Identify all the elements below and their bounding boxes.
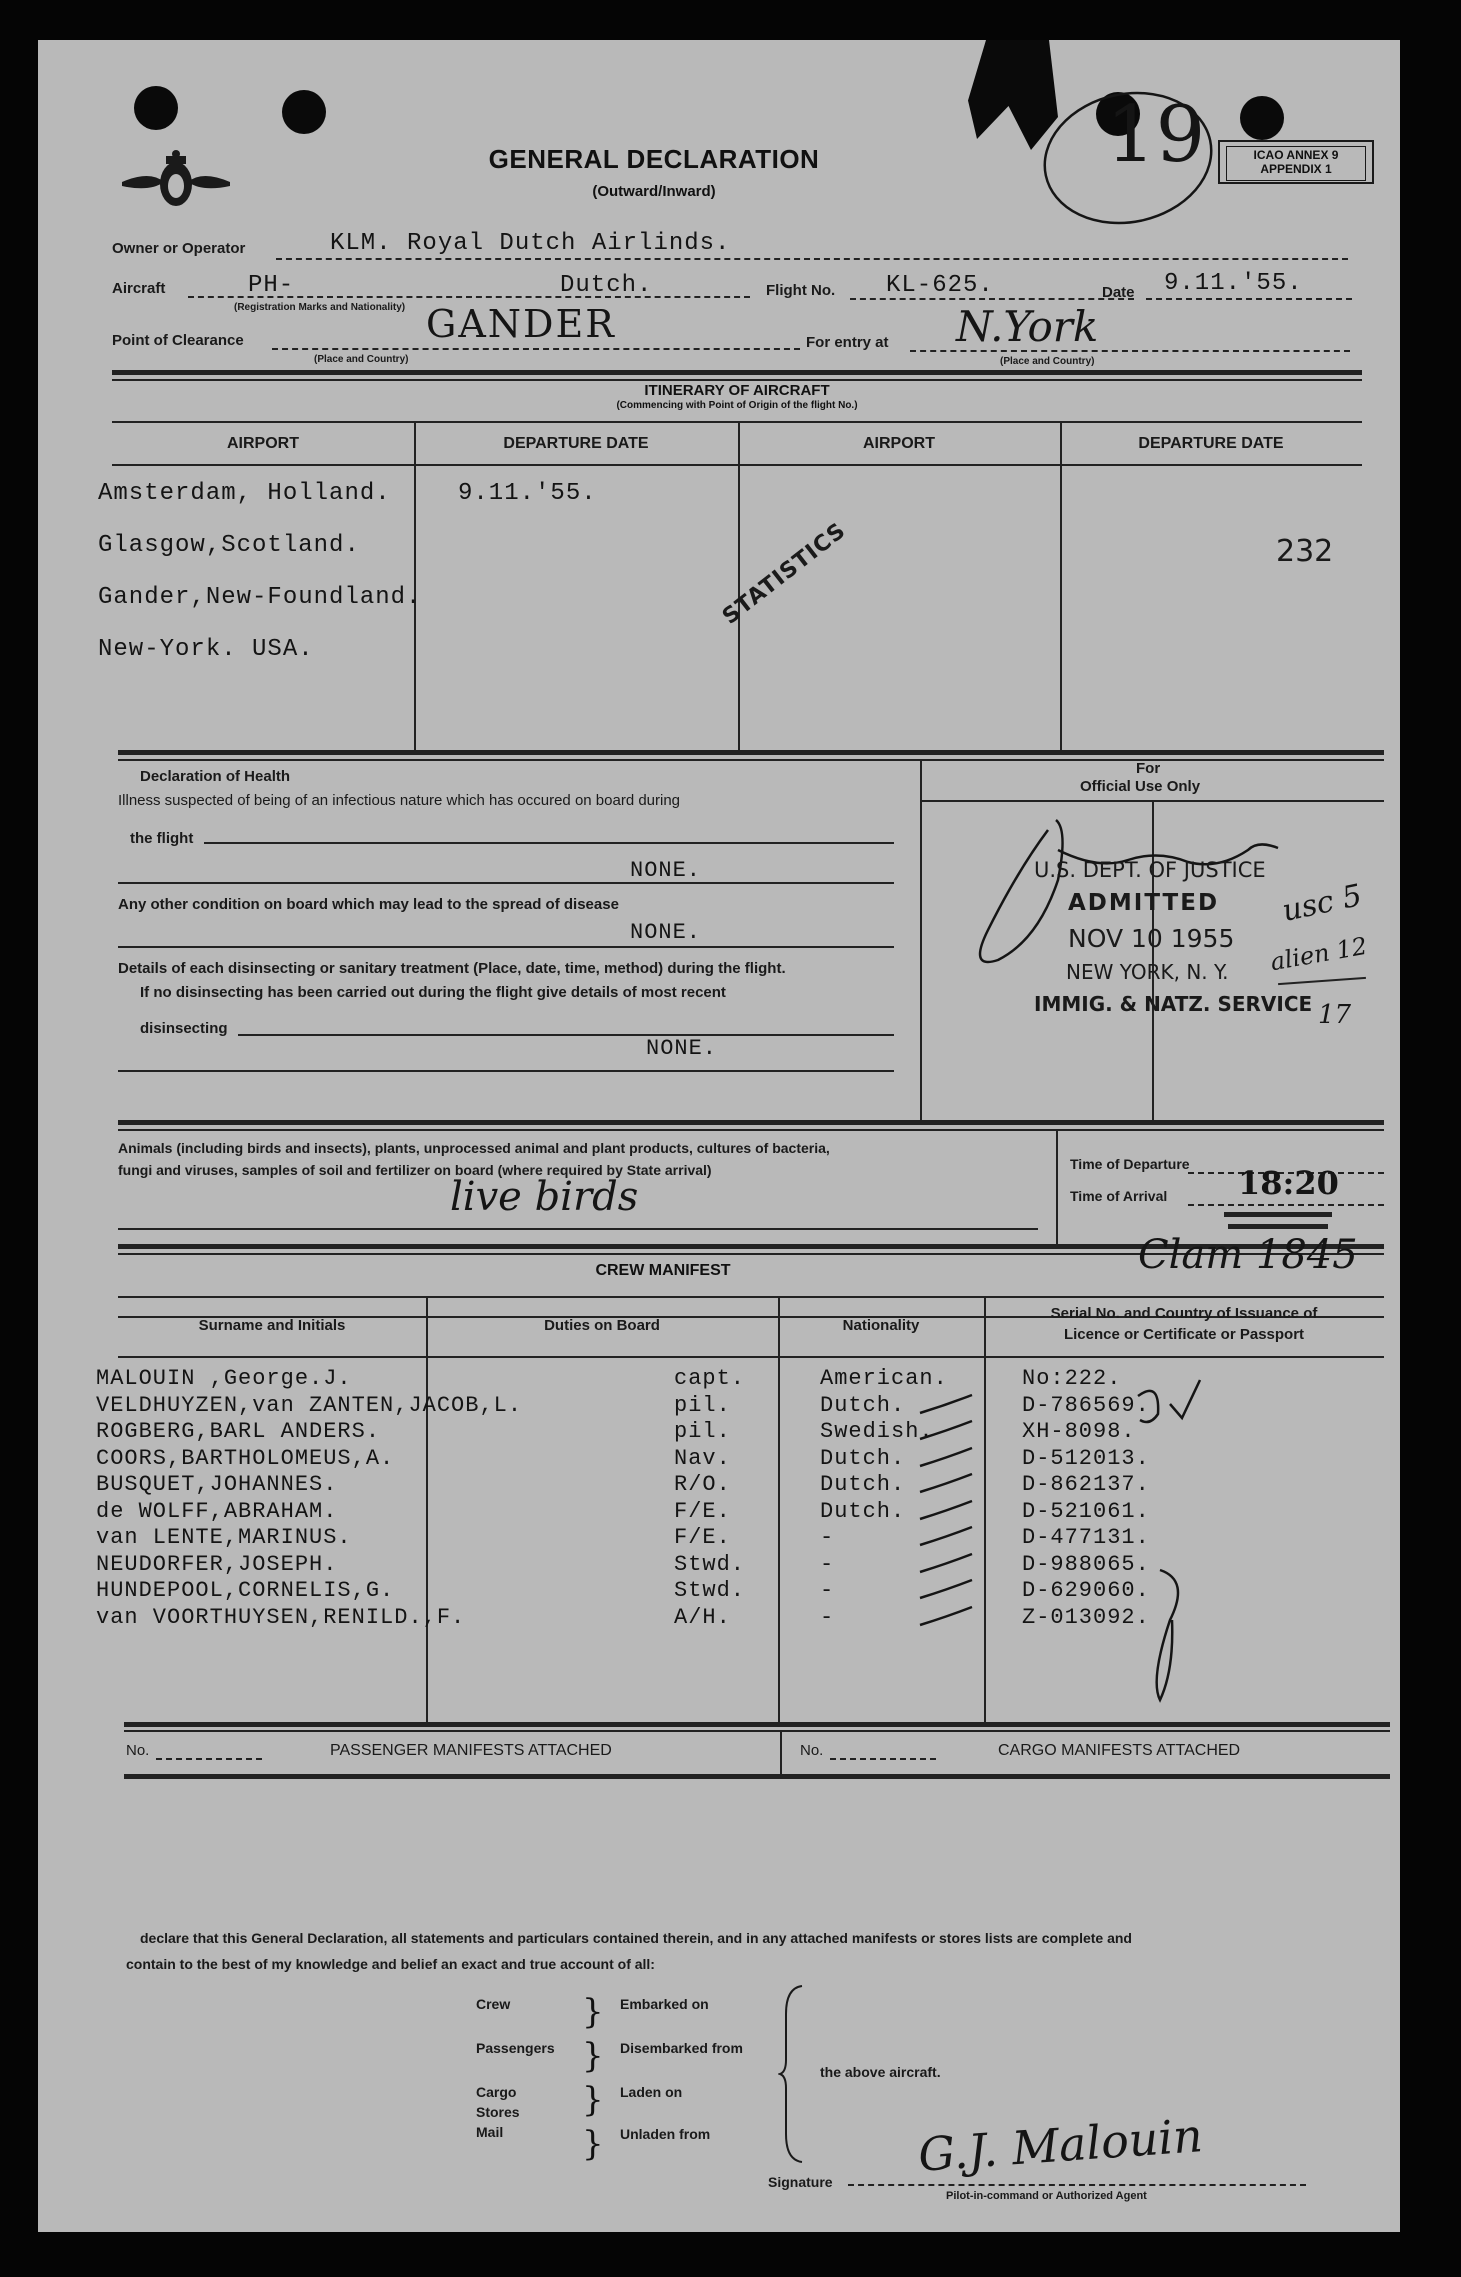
crew-duties-header: Duties on Board (544, 1317, 660, 1334)
section-divider (118, 750, 1384, 755)
signature-line (848, 2184, 1306, 2186)
captain-signature: G.J. Malouin (916, 2108, 1205, 2182)
crew-nationality: Dutch. (820, 1445, 906, 1471)
official-note: 17 (1318, 1000, 1352, 1030)
itinerary-rule (112, 421, 1362, 423)
arrival-underline (1224, 1212, 1332, 1217)
crew-surname-header: Surname and Initials (198, 1317, 346, 1334)
passenger-no-label: No. (126, 1742, 150, 1759)
aircraft-label: Aircraft (112, 280, 166, 297)
punch-hole (1240, 96, 1284, 140)
declaration-embarked: Embarked on (620, 1996, 709, 2012)
crew-check-mark (916, 1417, 976, 1443)
itinerary-number: 232 (1276, 534, 1334, 569)
section-divider (112, 379, 1362, 381)
signature-label: Signature (768, 2174, 833, 2190)
section-divider (124, 1774, 1390, 1779)
crew-col-line (778, 1296, 780, 1722)
departure-time-label: Time of Departure (1070, 1156, 1190, 1172)
crew-serial: D-862137. (1022, 1472, 1150, 1497)
declaration-brace: } } } } (582, 1992, 604, 2164)
declaration-cargo: Cargo (476, 2084, 517, 2100)
punch-hole (282, 90, 326, 134)
crew-serial: No:222. (1022, 1366, 1122, 1391)
official-label: For (1136, 760, 1161, 777)
health-q3c: disinsecting (140, 1020, 228, 1037)
crew-serial: D-786569. (1022, 1392, 1150, 1418)
arrival-time-value: 18:20 (1238, 1164, 1339, 1202)
crew-name: van VOORTHUYSEN,RENILD.,F. (96, 1604, 466, 1630)
declaration-large-brace (778, 1984, 808, 2164)
crew-nationality: - (820, 1578, 835, 1603)
signature-sublabel: Pilot-in-command or Authorized Agent (946, 2190, 1147, 2202)
stamp-dept: U.S. DEPT. OF JUSTICE (1034, 858, 1266, 882)
health-line (204, 842, 894, 844)
itinerary-title: ITINERARY OF AIRCRAFT (644, 382, 830, 399)
itinerary-col-line (738, 421, 740, 751)
declaration-passengers: Passengers (476, 2040, 555, 2056)
arrival-underline (1228, 1224, 1328, 1229)
crew-checkmark-signature (1130, 1340, 1210, 1720)
health-answer-1: NONE. (630, 858, 702, 883)
declaration-laden: Laden on (620, 2084, 683, 2100)
crew-serial: D-512013. (1022, 1445, 1150, 1471)
itinerary-departure-date: 9.11.'55. (458, 480, 597, 507)
arrival-time-label: Time of Arrival (1070, 1188, 1168, 1204)
health-col-line (920, 760, 922, 1122)
crew-check-mark (916, 1444, 976, 1470)
crew-name: ROGBERG,BARL ANDERS. (96, 1419, 381, 1444)
animals-col-line (1056, 1130, 1058, 1248)
aircraft-sublabel: (Registration Marks and Nationality) (234, 302, 406, 313)
crew-duty: A/H. (674, 1604, 731, 1630)
crew-name: VELDHUYZEN,van ZANTEN,JACOB,L. (96, 1392, 523, 1418)
entry-sublabel: (Place and Country) (1000, 356, 1095, 367)
owner-label: Owner or Operator (112, 240, 246, 257)
itinerary-rule (112, 464, 1362, 466)
crew-duty: Stwd. (674, 1551, 746, 1577)
cargo-no-label: No. (800, 1742, 824, 1759)
crew-duty: Nav. (674, 1445, 731, 1471)
crew-check-mark (916, 1576, 976, 1602)
statistics-stamp: STATISTICS (718, 518, 851, 630)
crew-col-line (426, 1296, 428, 1722)
stamp-date: NOV 10 1955 (1068, 924, 1235, 953)
crew-serial: D-477131. (1022, 1525, 1150, 1550)
date-line (1146, 298, 1352, 300)
crew-duty: pil. (674, 1419, 731, 1444)
itinerary-airport: Amsterdam, Holland. (98, 480, 391, 507)
form-subtitle: (Outward/Inward) (592, 183, 716, 200)
cargo-manifests: CARGO MANIFESTS ATTACHED (998, 1742, 1241, 1759)
cargo-no-line (830, 1758, 936, 1760)
date-label: Date (1102, 284, 1135, 301)
crew-nationality: - (820, 1525, 835, 1550)
crew-handwritten-note: Clam 1845 (1138, 1232, 1358, 1278)
crew-serial: D-521061. (1022, 1498, 1150, 1524)
icao-appendix-line: APPENDIX 1 (1260, 162, 1332, 176)
crew-nationality: Dutch. (820, 1392, 906, 1418)
health-title: Declaration of Health (140, 768, 291, 785)
handwritten-page-number: 19 (1106, 90, 1206, 180)
declaration-crew: Crew (476, 1996, 511, 2012)
crew-check-mark (916, 1497, 976, 1523)
crew-name: NEUDORFER,JOSEPH. (96, 1551, 338, 1577)
health-q2: Any other condition on board which may lead to the spread of disease (118, 896, 619, 913)
aircraft-nationality: Dutch. (560, 272, 653, 299)
crew-nationality: Swedish. (820, 1419, 934, 1444)
itinerary-departure-header: DEPARTURE DATE (503, 435, 649, 452)
itinerary-airport: New-York. USA. (98, 636, 314, 663)
declaration-above-aircraft: the above aircraft. (820, 2064, 941, 2080)
aircraft-registration: PH- (248, 272, 295, 299)
crew-duty: Stwd. (674, 1578, 746, 1603)
crew-nationality: Dutch. (820, 1472, 906, 1497)
crew-duty: F/E. (674, 1525, 731, 1550)
crew-duty: pil. (674, 1392, 731, 1418)
declaration-stores: Stores (476, 2104, 520, 2120)
crew-name: de WOLFF,ABRAHAM. (96, 1498, 338, 1524)
animals-line (118, 1228, 1038, 1230)
crew-col-line (984, 1296, 986, 1722)
crew-check-mark (916, 1523, 976, 1549)
itinerary-airport-header: AIRPORT (227, 435, 299, 452)
itinerary-airport: Glasgow,Scotland. (98, 532, 360, 559)
manifest-col-line (780, 1732, 782, 1776)
official-note: alien 12 (1268, 931, 1370, 977)
crew-name: HUNDEPOOL,CORNELIS,G. (96, 1578, 395, 1603)
crew-name: BUSQUET,JOHANNES. (96, 1472, 338, 1497)
official-label: Official Use Only (1080, 778, 1201, 795)
arrival-time-line (1188, 1204, 1384, 1206)
clearance-value: GANDER (426, 302, 616, 346)
icao-annex-box (1218, 140, 1374, 184)
owner-line (276, 258, 1348, 260)
itinerary-airport-header-2: AIRPORT (863, 435, 935, 452)
animals-text: Animals (including birds and insects), plants, unprocessed animal and plant products, cultures of bacteria, (118, 1140, 830, 1156)
clearance-label: Point of Clearance (112, 332, 244, 349)
health-q1b: the flight (130, 830, 194, 847)
crew-rule (118, 1296, 1384, 1298)
section-divider (112, 370, 1362, 375)
section-divider (124, 1722, 1390, 1727)
icao-annex-line: ICAO ANNEX 9 (1253, 148, 1339, 162)
crew-duty: F/E. (674, 1498, 731, 1524)
flight-number: KL-625. (886, 272, 994, 299)
crew-serial: XH-8098. (1022, 1419, 1136, 1444)
entry-label: For entry at (806, 334, 889, 351)
crew-serial: Z-013092. (1022, 1604, 1150, 1630)
passenger-manifests: PASSENGER MANIFESTS ATTACHED (330, 1742, 612, 1759)
declaration-text: contain to the best of my knowledge and belief an exact and true account of all: (126, 1956, 655, 1972)
punch-hole (134, 86, 178, 130)
crew-serial-header-2: Licence or Certificate or Passport (1063, 1326, 1305, 1343)
animals-text: fungi and viruses, samples of soil and fertilizer on board (where required by State arrival) (118, 1162, 712, 1178)
crew-serial: D-988065. (1022, 1551, 1150, 1577)
section-divider (118, 759, 1384, 761)
health-q3b: If no disinsecting has been carried out during the flight give details of most recent (140, 984, 726, 1001)
section-divider (118, 1120, 1384, 1125)
crew-duty: capt. (674, 1366, 746, 1391)
clearance-sublabel: (Place and Country) (314, 354, 409, 365)
crew-check-mark (916, 1550, 976, 1576)
crew-nationality: - (820, 1551, 835, 1577)
health-line (118, 1070, 894, 1072)
stamp-city: NEW YORK, N. Y. (1066, 960, 1229, 984)
itinerary-subtitle: (Commencing with Point of Origin of the flight No.) (616, 400, 858, 411)
crew-title: CREW MANIFEST (595, 1262, 731, 1279)
section-divider (118, 1129, 1384, 1131)
animals-handwritten: live birds (450, 1174, 639, 1220)
declaration-text: declare that this General Declaration, all statements and particulars contained therein, and in any attached manifests or stores lists are complete and (140, 1930, 1132, 1946)
health-q3: Details of each disinsecting or sanitary treatment (Place, date, time, method) during the flight. (118, 960, 786, 977)
owner-value: KLM. Royal Dutch Airlinds. (330, 230, 731, 257)
section-divider (124, 1730, 1390, 1732)
health-answer-3: NONE. (646, 1036, 718, 1061)
health-q1: Illness suspected of being of an infectious nature which has occured on board during (118, 792, 681, 809)
crew-name: COORS,BARTHOLOMEUS,A. (96, 1445, 395, 1471)
itinerary-airport: Gander,New-Foundland. (98, 584, 422, 611)
itinerary-departure-header-2: DEPARTURE DATE (1138, 435, 1284, 452)
flight-date: 9.11.'55. (1164, 270, 1303, 297)
health-line (118, 882, 894, 884)
passenger-no-line (156, 1758, 262, 1760)
crew-check-mark (916, 1470, 976, 1496)
health-line (118, 946, 894, 948)
crew-serial: D-629060. (1022, 1578, 1150, 1603)
crew-check-mark (916, 1391, 976, 1417)
crew-nationality: - (820, 1604, 835, 1630)
crew-duty: R/O. (674, 1472, 731, 1497)
crew-name: MALOUIN ,George.J. (96, 1366, 352, 1391)
declaration-unladen: Unladen from (620, 2126, 711, 2142)
clearance-line (272, 348, 800, 350)
crew-serial-header: Serial No. and Country of Issuance of (1050, 1305, 1318, 1322)
crew-name: van LENTE,MARINUS. (96, 1525, 352, 1550)
crew-check-mark (916, 1603, 976, 1629)
klm-crown-logo (120, 148, 232, 218)
declaration-mail: Mail (476, 2124, 504, 2140)
crew-nationality: American. (820, 1366, 948, 1391)
form-title: GENERAL DECLARATION (488, 144, 820, 174)
health-line (238, 1034, 894, 1036)
health-answer-2: NONE. (630, 920, 702, 945)
entry-value: N.York (956, 302, 1099, 351)
crew-nationality-header: Nationality (842, 1317, 920, 1334)
declaration-sheet (38, 40, 1400, 2232)
declaration-disembarked: Disembarked from (620, 2040, 743, 2056)
stamp-service: IMMIG. & NATZ. SERVICE (1034, 992, 1313, 1016)
flight-label: Flight No. (766, 282, 836, 299)
official-note: usc 5 (1279, 878, 1365, 929)
itinerary-col-line (1060, 421, 1062, 751)
stamp-admitted: ADMITTED (1068, 890, 1220, 916)
crew-nationality: Dutch. (820, 1498, 906, 1524)
